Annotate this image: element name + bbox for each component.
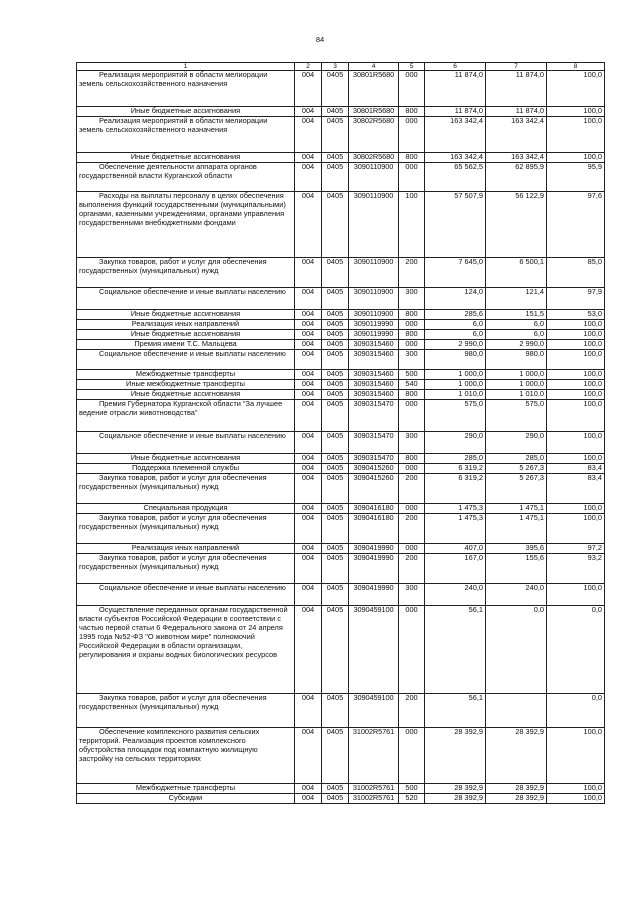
expense-type-code: 200 (399, 554, 425, 584)
section-code: 0405 (322, 544, 349, 554)
item-name: Реализация иных направлений (77, 544, 295, 554)
chapter-code: 004 (295, 464, 322, 474)
execution-percent: 97,2 (547, 544, 605, 554)
chapter-code: 004 (295, 514, 322, 544)
expense-type-code: 200 (399, 258, 425, 288)
target-article-code: 3090110900 (349, 288, 399, 310)
target-article-code: 3090110900 (349, 163, 399, 192)
target-article-code: 3090416180 (349, 504, 399, 514)
expense-type-code: 100 (399, 192, 425, 258)
column-header: 8 (547, 63, 605, 71)
table-row (77, 554, 605, 584)
expense-type-code: 000 (399, 71, 425, 107)
execution-percent: 100,0 (547, 504, 605, 514)
planned-amount: 575,0 (425, 400, 486, 432)
target-article-code: 3090416180 (349, 514, 399, 544)
target-article-code: 3090119990 (349, 330, 399, 340)
executed-amount: 6,0 (486, 330, 547, 340)
target-article-code: 31002R5761 (349, 794, 399, 804)
target-article-code: 3090419990 (349, 584, 399, 606)
target-article-code: 3090315460 (349, 390, 399, 400)
execution-percent: 100,0 (547, 784, 605, 794)
executed-amount: 5 267,3 (486, 464, 547, 474)
expense-type-code: 300 (399, 432, 425, 454)
chapter-code: 004 (295, 320, 322, 330)
item-name: Расходы на выплаты персоналу в целях обеспечения выполнения функций государственными (муниципальными) органами, казенными учреждениями, органами управления государственными внебюджетными фондами (77, 192, 295, 258)
execution-percent: 0,0 (547, 694, 605, 728)
table-row (77, 107, 605, 117)
section-code: 0405 (322, 153, 349, 163)
executed-amount: 0,0 (486, 606, 547, 694)
target-article-code: 30802R5680 (349, 153, 399, 163)
expense-type-code: 200 (399, 474, 425, 504)
executed-amount: 28 392,9 (486, 728, 547, 784)
item-name: Иные бюджетные ассигнования (77, 107, 295, 117)
budget-table (76, 62, 605, 804)
section-code: 0405 (322, 107, 349, 117)
target-article-code: 3090315470 (349, 454, 399, 464)
expense-type-code: 200 (399, 694, 425, 728)
table-row (77, 310, 605, 320)
chapter-code: 004 (295, 380, 322, 390)
section-code: 0405 (322, 474, 349, 504)
section-code: 0405 (322, 432, 349, 454)
section-code: 0405 (322, 320, 349, 330)
target-article-code: 3090110900 (349, 310, 399, 320)
planned-amount: 124,0 (425, 288, 486, 310)
section-code: 0405 (322, 794, 349, 804)
expense-type-code: 800 (399, 330, 425, 340)
expense-type-code: 000 (399, 504, 425, 514)
planned-amount: 1 000,0 (425, 380, 486, 390)
planned-amount: 28 392,9 (425, 784, 486, 794)
chapter-code: 004 (295, 390, 322, 400)
execution-percent: 53,0 (547, 310, 605, 320)
table-row (77, 464, 605, 474)
table-row (77, 474, 605, 504)
expense-type-code: 500 (399, 370, 425, 380)
target-article-code: 3090419990 (349, 544, 399, 554)
executed-amount: 2 990,0 (486, 340, 547, 350)
executed-amount: 6 500,1 (486, 258, 547, 288)
planned-amount: 285,6 (425, 310, 486, 320)
item-name: Закупка товаров, работ и услуг для обеспечения государственных (муниципальных) нужд (77, 258, 295, 288)
section-code: 0405 (322, 258, 349, 288)
column-header: 2 (295, 63, 322, 71)
table-row (77, 794, 605, 804)
execution-percent: 93,2 (547, 554, 605, 584)
executed-amount (486, 694, 547, 728)
item-name: Социальное обеспечение и иные выплаты населению (77, 432, 295, 454)
execution-percent: 100,0 (547, 380, 605, 390)
section-code: 0405 (322, 350, 349, 370)
chapter-code: 004 (295, 432, 322, 454)
target-article-code: 3090415260 (349, 474, 399, 504)
executed-amount: 28 392,9 (486, 784, 547, 794)
expense-type-code: 000 (399, 320, 425, 330)
table-row (77, 350, 605, 370)
target-article-code: 3090110900 (349, 258, 399, 288)
section-code: 0405 (322, 606, 349, 694)
expense-type-code: 540 (399, 380, 425, 390)
chapter-code: 004 (295, 71, 322, 107)
target-article-code: 30801R5680 (349, 71, 399, 107)
expense-type-code: 800 (399, 390, 425, 400)
chapter-code: 004 (295, 694, 322, 728)
target-article-code: 3090419990 (349, 554, 399, 584)
chapter-code: 004 (295, 340, 322, 350)
executed-amount: 28 392,9 (486, 794, 547, 804)
executed-amount: 163 342,4 (486, 153, 547, 163)
table-row (77, 514, 605, 544)
page-number: 84 (315, 35, 325, 44)
table-row (77, 504, 605, 514)
executed-amount: 285,0 (486, 454, 547, 464)
executed-amount: 395,6 (486, 544, 547, 554)
item-name: Закупка товаров, работ и услуг для обеспечения государственных (муниципальных) нужд (77, 554, 295, 584)
item-name: Специальная продукция (77, 504, 295, 514)
table-body (77, 63, 605, 804)
target-article-code: 3090315460 (349, 370, 399, 380)
executed-amount: 290,0 (486, 432, 547, 454)
table-row (77, 728, 605, 784)
executed-amount: 11 874,0 (486, 71, 547, 107)
item-name: Межбюджетные трансферты (77, 370, 295, 380)
column-header: 4 (349, 63, 399, 71)
target-article-code: 3090459100 (349, 606, 399, 694)
execution-percent: 97,9 (547, 288, 605, 310)
table-row (77, 117, 605, 153)
planned-amount: 56,1 (425, 606, 486, 694)
chapter-code: 004 (295, 606, 322, 694)
expense-type-code: 000 (399, 464, 425, 474)
chapter-code: 004 (295, 474, 322, 504)
section-code: 0405 (322, 380, 349, 390)
chapter-code: 004 (295, 544, 322, 554)
chapter-code: 004 (295, 504, 322, 514)
executed-amount: 1 010,0 (486, 390, 547, 400)
expense-type-code: 300 (399, 350, 425, 370)
table-row (77, 454, 605, 464)
planned-amount: 1 475,3 (425, 504, 486, 514)
section-code: 0405 (322, 163, 349, 192)
execution-percent: 100,0 (547, 390, 605, 400)
execution-percent: 100,0 (547, 514, 605, 544)
target-article-code: 3090315460 (349, 340, 399, 350)
chapter-code: 004 (295, 454, 322, 464)
table-row (77, 330, 605, 340)
table-row (77, 544, 605, 554)
execution-percent: 100,0 (547, 370, 605, 380)
planned-amount: 6 319,2 (425, 464, 486, 474)
planned-amount: 6,0 (425, 320, 486, 330)
section-code: 0405 (322, 330, 349, 340)
execution-percent: 100,0 (547, 584, 605, 606)
planned-amount: 163 342,4 (425, 117, 486, 153)
section-code: 0405 (322, 728, 349, 784)
executed-amount: 121,4 (486, 288, 547, 310)
executed-amount: 240,0 (486, 584, 547, 606)
execution-percent: 0,0 (547, 606, 605, 694)
chapter-code: 004 (295, 163, 322, 192)
execution-percent: 100,0 (547, 350, 605, 370)
expense-type-code: 800 (399, 310, 425, 320)
execution-percent: 100,0 (547, 71, 605, 107)
item-name: Иные бюджетные ассигнования (77, 330, 295, 340)
section-code: 0405 (322, 464, 349, 474)
expense-type-code: 300 (399, 584, 425, 606)
column-header: 3 (322, 63, 349, 71)
item-name: Закупка товаров, работ и услуг для обеспечения государственных (муниципальных) нужд (77, 474, 295, 504)
section-code: 0405 (322, 400, 349, 432)
target-article-code: 3090119990 (349, 320, 399, 330)
expense-type-code: 000 (399, 544, 425, 554)
planned-amount: 65 562,5 (425, 163, 486, 192)
item-name: Поддержка племенной службы (77, 464, 295, 474)
section-code: 0405 (322, 370, 349, 380)
expense-type-code: 000 (399, 340, 425, 350)
execution-percent: 100,0 (547, 107, 605, 117)
section-code: 0405 (322, 504, 349, 514)
chapter-code: 004 (295, 370, 322, 380)
chapter-code: 004 (295, 192, 322, 258)
table-row (77, 192, 605, 258)
chapter-code: 004 (295, 288, 322, 310)
planned-amount: 407,0 (425, 544, 486, 554)
expense-type-code: 200 (399, 514, 425, 544)
chapter-code: 004 (295, 107, 322, 117)
item-name: Иные бюджетные ассигнования (77, 153, 295, 163)
executed-amount: 1 475,1 (486, 514, 547, 544)
table-row (77, 380, 605, 390)
chapter-code: 004 (295, 554, 322, 584)
chapter-code: 004 (295, 117, 322, 153)
planned-amount: 167,0 (425, 554, 486, 584)
planned-amount: 57 507,9 (425, 192, 486, 258)
item-name: Реализация мероприятий в области мелиорации земель сельскохозяйственного назначения (77, 71, 295, 107)
planned-amount: 240,0 (425, 584, 486, 606)
executed-amount: 163 342,4 (486, 117, 547, 153)
execution-percent: 85,0 (547, 258, 605, 288)
planned-amount: 285,0 (425, 454, 486, 464)
executed-amount: 155,6 (486, 554, 547, 584)
item-name: Иные межбюджетные трансферты (77, 380, 295, 390)
item-name: Иные бюджетные ассигнования (77, 390, 295, 400)
table-row (77, 400, 605, 432)
target-article-code: 30801R5680 (349, 107, 399, 117)
section-code: 0405 (322, 784, 349, 794)
target-article-code: 3090459100 (349, 694, 399, 728)
item-name: Премия Губернатора Курганской области "За лучшее ведение отрасли животноводства" (77, 400, 295, 432)
section-code: 0405 (322, 71, 349, 107)
target-article-code: 31002R5761 (349, 784, 399, 794)
chapter-code: 004 (295, 153, 322, 163)
section-code: 0405 (322, 340, 349, 350)
target-article-code: 3090415260 (349, 464, 399, 474)
expense-type-code: 000 (399, 400, 425, 432)
planned-amount: 11 874,0 (425, 71, 486, 107)
chapter-code: 004 (295, 310, 322, 320)
chapter-code: 004 (295, 584, 322, 606)
column-header: 1 (77, 63, 295, 71)
column-header: 7 (486, 63, 547, 71)
section-code: 0405 (322, 288, 349, 310)
chapter-code: 004 (295, 794, 322, 804)
section-code: 0405 (322, 310, 349, 320)
item-name: Социальное обеспечение и иные выплаты населению (77, 584, 295, 606)
target-article-code: 3090315470 (349, 400, 399, 432)
item-name: Иные бюджетные ассигнования (77, 454, 295, 464)
execution-percent: 100,0 (547, 454, 605, 464)
execution-percent: 100,0 (547, 340, 605, 350)
expense-type-code: 520 (399, 794, 425, 804)
target-article-code: 3090110900 (349, 192, 399, 258)
item-name: Социальное обеспечение и иные выплаты населению (77, 350, 295, 370)
planned-amount: 28 392,9 (425, 728, 486, 784)
executed-amount: 6,0 (486, 320, 547, 330)
planned-amount: 11 874,0 (425, 107, 486, 117)
chapter-code: 004 (295, 330, 322, 340)
section-code: 0405 (322, 554, 349, 584)
item-name: Социальное обеспечение и иные выплаты населению (77, 288, 295, 310)
chapter-code: 004 (295, 350, 322, 370)
planned-amount: 980,0 (425, 350, 486, 370)
planned-amount: 2 990,0 (425, 340, 486, 350)
expense-type-code: 000 (399, 117, 425, 153)
execution-percent: 100,0 (547, 320, 605, 330)
item-name: Реализация иных направлений (77, 320, 295, 330)
item-name: Реализация мероприятий в области мелиорации земель сельскохозяйственного назначения (77, 117, 295, 153)
section-code: 0405 (322, 454, 349, 464)
item-name: Обеспечение деятельности аппарата органов государственной власти Курганской области (77, 163, 295, 192)
execution-percent: 100,0 (547, 432, 605, 454)
chapter-code: 004 (295, 784, 322, 794)
expense-type-code: 000 (399, 728, 425, 784)
expense-type-code: 000 (399, 163, 425, 192)
column-header: 6 (425, 63, 486, 71)
table-row (77, 153, 605, 163)
expense-type-code: 800 (399, 454, 425, 464)
planned-amount: 1 010,0 (425, 390, 486, 400)
execution-percent: 100,0 (547, 794, 605, 804)
column-header-row (77, 63, 605, 71)
item-name: Иные бюджетные ассигнования (77, 310, 295, 320)
table-row (77, 288, 605, 310)
table-row (77, 584, 605, 606)
executed-amount: 151,5 (486, 310, 547, 320)
planned-amount: 6 319,2 (425, 474, 486, 504)
section-code: 0405 (322, 694, 349, 728)
executed-amount: 980,0 (486, 350, 547, 370)
chapter-code: 004 (295, 728, 322, 784)
target-article-code: 3090315460 (349, 350, 399, 370)
item-name: Обеспечение комплексного развития сельских территорий. Реализация проектов комплексного обустройства площадок под компактную жилищную застройку на сельских территориях (77, 728, 295, 784)
table-row (77, 432, 605, 454)
section-code: 0405 (322, 584, 349, 606)
table-row (77, 694, 605, 728)
target-article-code: 30802R5680 (349, 117, 399, 153)
executed-amount: 575,0 (486, 400, 547, 432)
expense-type-code: 500 (399, 784, 425, 794)
item-name: Межбюджетные трансферты (77, 784, 295, 794)
execution-percent: 100,0 (547, 330, 605, 340)
table-row (77, 71, 605, 107)
chapter-code: 004 (295, 258, 322, 288)
table-row (77, 370, 605, 380)
table-row (77, 258, 605, 288)
planned-amount: 163 342,4 (425, 153, 486, 163)
planned-amount: 7 645,0 (425, 258, 486, 288)
execution-percent: 100,0 (547, 728, 605, 784)
executed-amount: 1 475,1 (486, 504, 547, 514)
executed-amount: 56 122,9 (486, 192, 547, 258)
expense-type-code: 000 (399, 606, 425, 694)
execution-percent: 83,4 (547, 464, 605, 474)
table-row (77, 784, 605, 794)
item-name: Закупка товаров, работ и услуг для обеспечения государственных (муниципальных) нужд (77, 514, 295, 544)
chapter-code: 004 (295, 400, 322, 432)
target-article-code: 31002R5761 (349, 728, 399, 784)
executed-amount: 11 874,0 (486, 107, 547, 117)
executed-amount: 5 267,3 (486, 474, 547, 504)
table-row (77, 606, 605, 694)
planned-amount: 56,1 (425, 694, 486, 728)
execution-percent: 95,9 (547, 163, 605, 192)
execution-percent: 83,4 (547, 474, 605, 504)
execution-percent: 100,0 (547, 117, 605, 153)
column-header: 5 (399, 63, 425, 71)
target-article-code: 3090315470 (349, 432, 399, 454)
execution-percent: 100,0 (547, 400, 605, 432)
planned-amount: 6,0 (425, 330, 486, 340)
table-row (77, 390, 605, 400)
executed-amount: 1 000,0 (486, 370, 547, 380)
expense-type-code: 800 (399, 107, 425, 117)
executed-amount: 1 000,0 (486, 380, 547, 390)
executed-amount: 62 895,9 (486, 163, 547, 192)
item-name: Субсидии (77, 794, 295, 804)
planned-amount: 1 475,3 (425, 514, 486, 544)
section-code: 0405 (322, 117, 349, 153)
section-code: 0405 (322, 390, 349, 400)
target-article-code: 3090315460 (349, 380, 399, 390)
planned-amount: 28 392,9 (425, 794, 486, 804)
expense-type-code: 300 (399, 288, 425, 310)
planned-amount: 1 000,0 (425, 370, 486, 380)
execution-percent: 100,0 (547, 153, 605, 163)
table-row (77, 340, 605, 350)
item-name: Осуществление переданных органам государственной власти субъектов Российской Федерации в соответствии с частью первой статьи 6 Федерального закона от 24 апреля 1995 года №52-ФЗ "О животном мире" полномочий Российской Федерации в области организации, регулирования и охраны водных биологических ресурсов (77, 606, 295, 694)
item-name: Закупка товаров, работ и услуг для обеспечения государственных (муниципальных) нужд (77, 694, 295, 728)
execution-percent: 97,6 (547, 192, 605, 258)
table-row (77, 320, 605, 330)
item-name: Премия имени Т.С. Мальцева (77, 340, 295, 350)
expense-type-code: 800 (399, 153, 425, 163)
planned-amount: 290,0 (425, 432, 486, 454)
section-code: 0405 (322, 514, 349, 544)
section-code: 0405 (322, 192, 349, 258)
table-row (77, 163, 605, 192)
